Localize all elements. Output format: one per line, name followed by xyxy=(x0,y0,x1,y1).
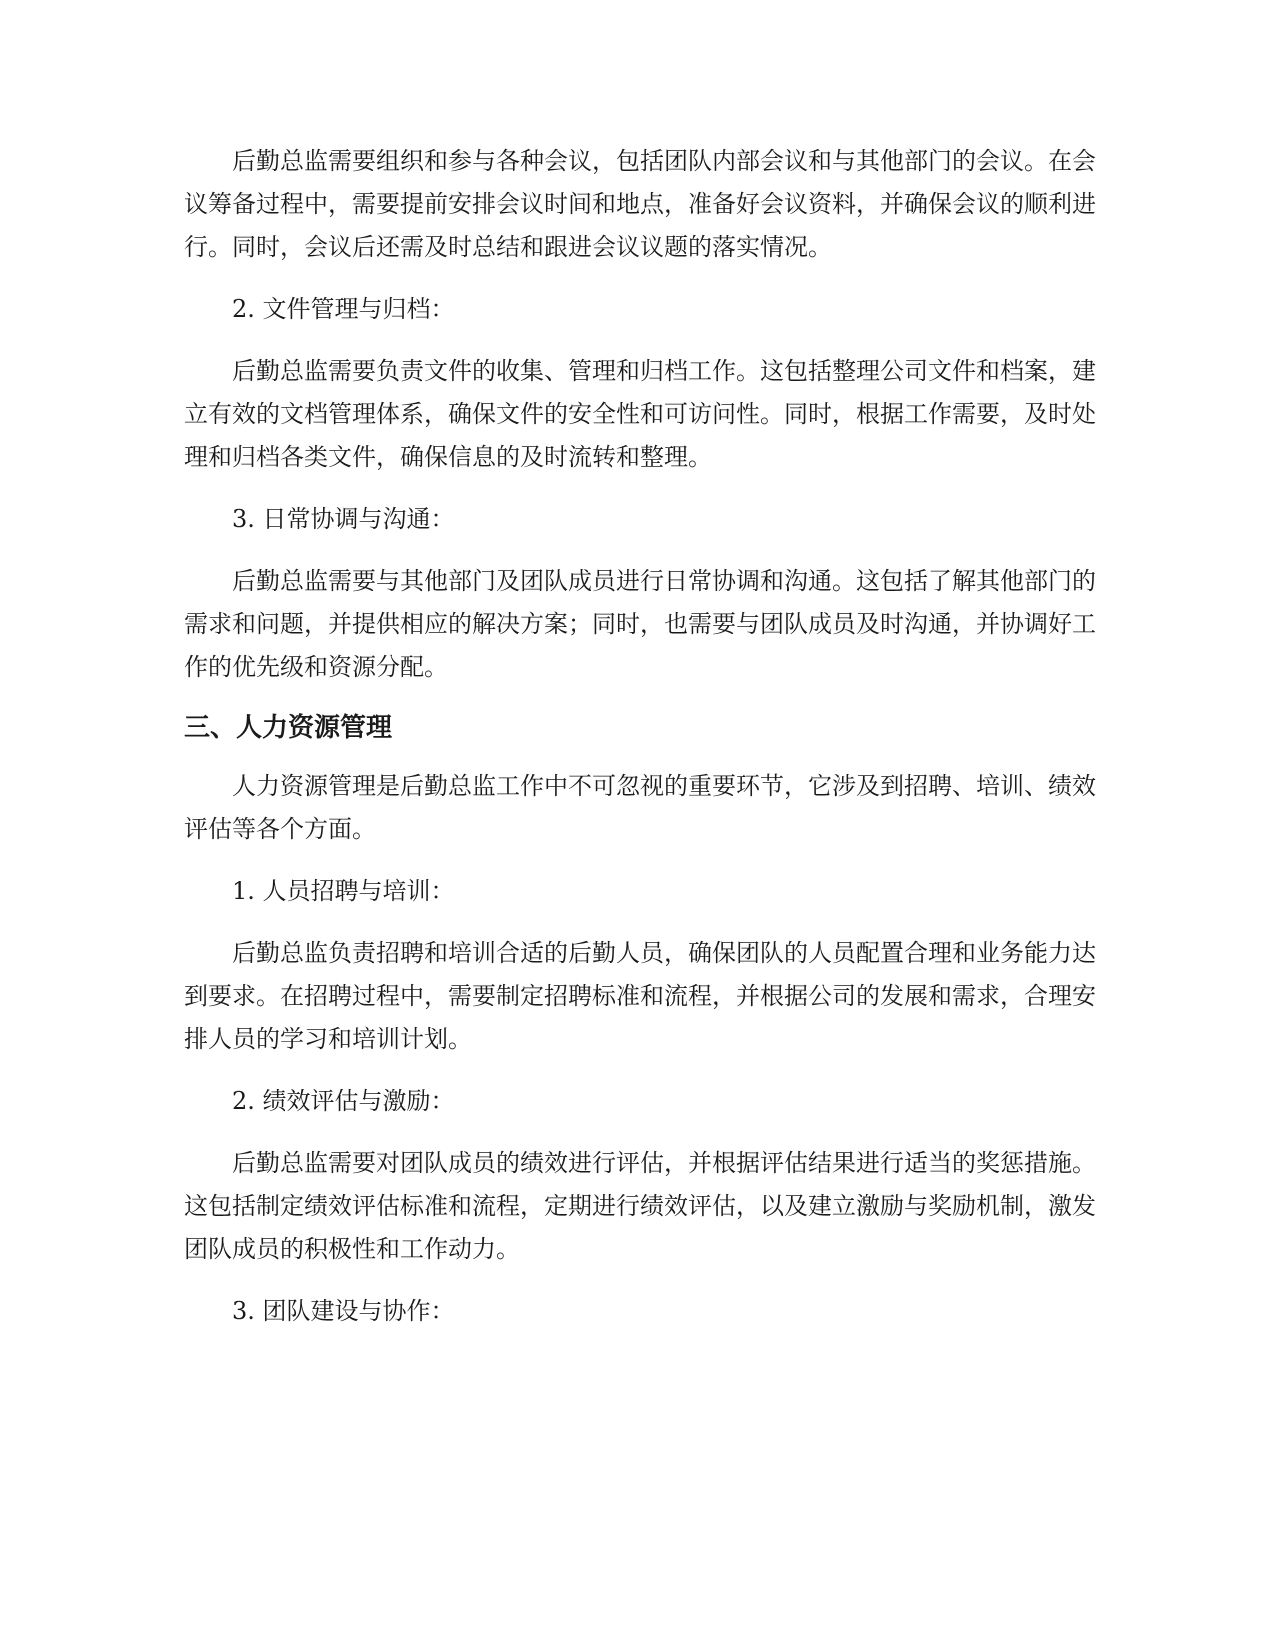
document-page xyxy=(184,140,1096,1333)
paragraph-recruitment: 后勤总监负责招聘和培训合适的后勤人员，确保团队的人员配置合理和业务能力达到要求。在招聘过程中，需要制定招聘标准和流程，并根据公司的发展和需求，合理安排人员的学习和培训计划。 xyxy=(184,939,1096,1053)
item-file-management: 2. 文件管理与归档： xyxy=(232,295,455,323)
paragraph-file-management: 后勤总监需要负责文件的收集、管理和归档工作。这包括整理公司文件和档案，建立有效的文档管理体系，确保文件的安全性和可访问性。同时，根据工作需要，及时处理和归档各类文件，确保信息的及时流转和整理。 xyxy=(184,357,1096,471)
item-daily-coordination: 3. 日常协调与沟通： xyxy=(232,505,455,533)
item-performance: 2. 绩效评估与激励： xyxy=(232,1087,455,1115)
section-heading-hr: 三、人力资源管理 xyxy=(184,713,393,743)
paragraph-meetings: 后勤总监需要组织和参与各种会议，包括团队内部会议和与其他部门的会议。在会议筹备过程中，需要提前安排会议时间和地点，准备好会议资料，并确保会议的顺利进行。同时，会议后还需及时总结和跟进会议议题的落实情况。 xyxy=(184,147,1096,261)
paragraph-hr-intro: 人力资源管理是后勤总监工作中不可忽视的重要环节，它涉及到招聘、培训、绩效评估等各个方面。 xyxy=(184,772,1096,843)
paragraph-performance: 后勤总监需要对团队成员的绩效进行评估，并根据评估结果进行适当的奖惩措施。这包括制定绩效评估标准和流程，定期进行绩效评估，以及建立激励与奖励机制，激发团队成员的积极性和工作动力。 xyxy=(184,1149,1096,1263)
item-recruitment: 1. 人员招聘与培训： xyxy=(232,877,455,905)
item-team-building: 3. 团队建设与协作： xyxy=(232,1297,455,1325)
paragraph-daily-coordination: 后勤总监需要与其他部门及团队成员进行日常协调和沟通。这包括了解其他部门的需求和问题，并提供相应的解决方案；同时，也需要与团队成员及时沟通，并协调好工作的优先级和资源分配。 xyxy=(184,567,1096,681)
